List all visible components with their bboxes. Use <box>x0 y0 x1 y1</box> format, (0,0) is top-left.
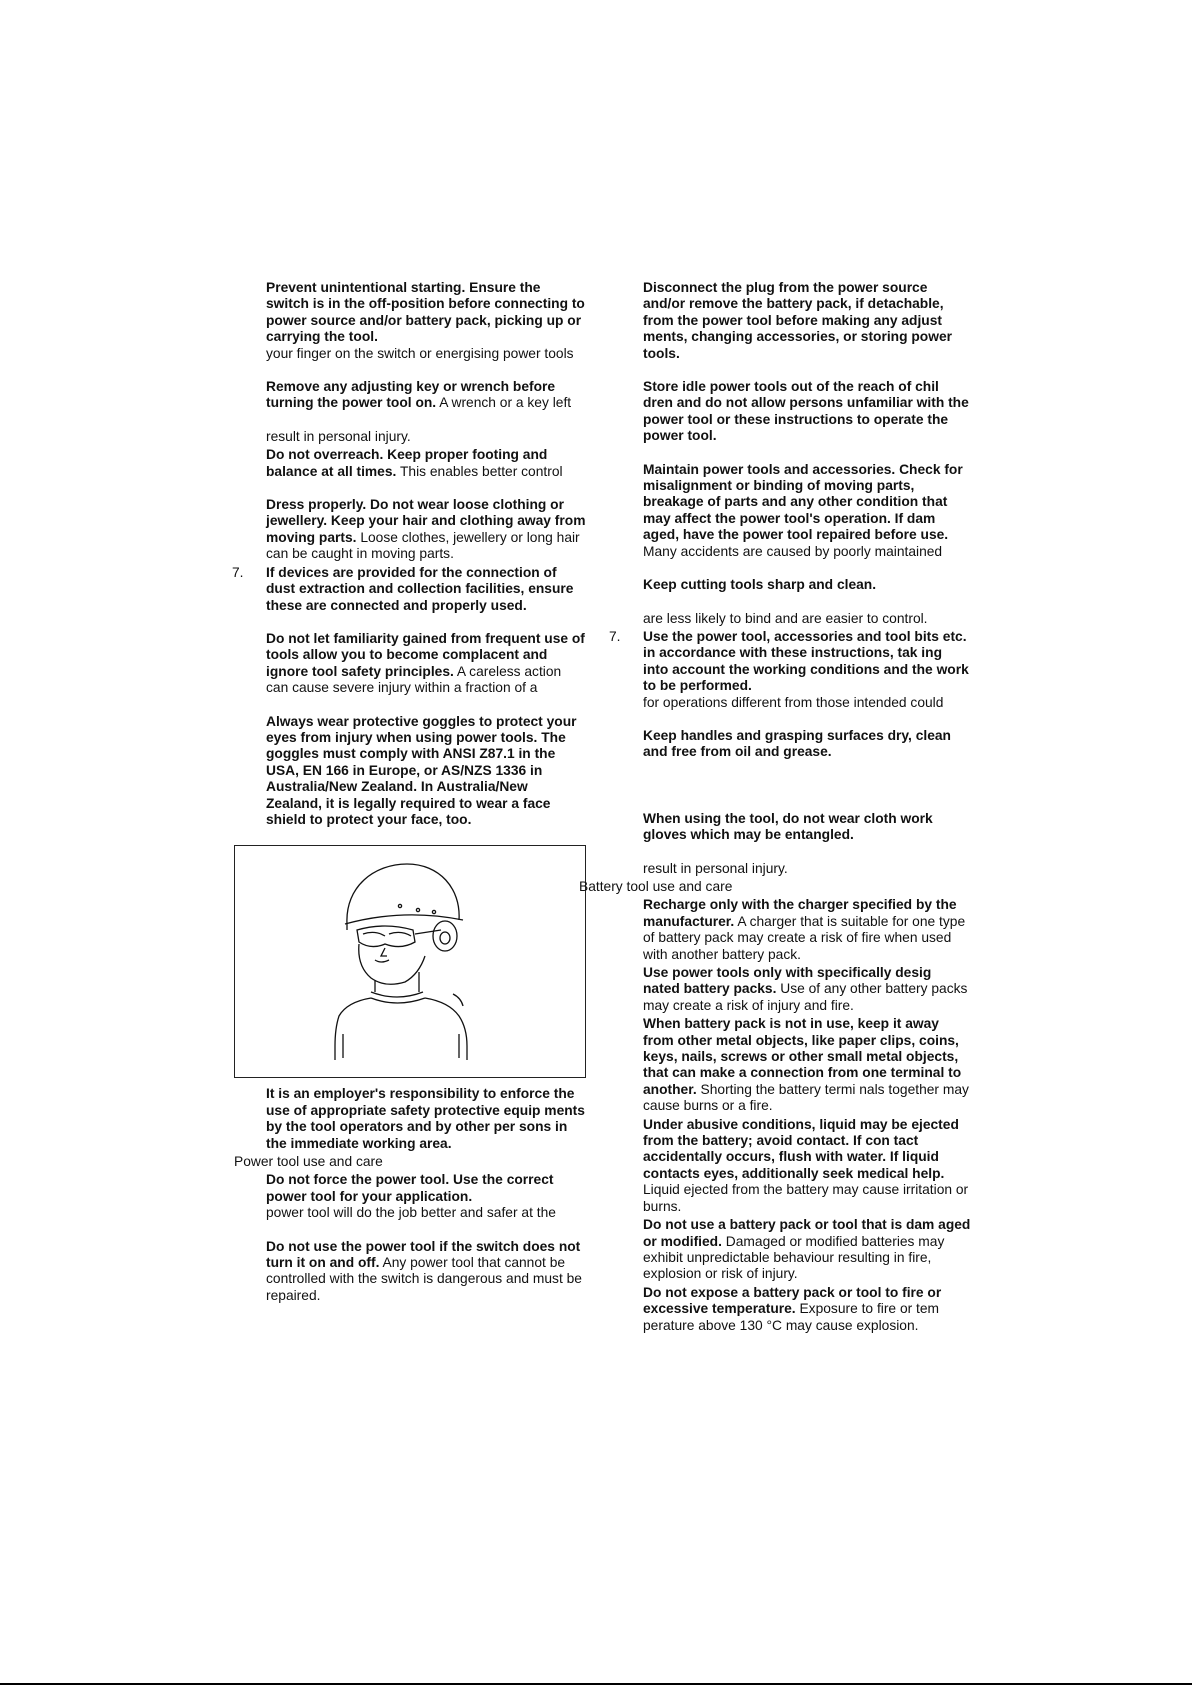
item-text: A charger that is suitable for one type of battery pack may create a risk of fire when used with another battery pack. <box>643 913 966 962</box>
worker-with-helmet-goggles-image <box>235 846 586 1077</box>
item-text: for operations different from those intended could <box>643 694 944 710</box>
safety-item <box>266 631 586 697</box>
item-bold-text: Do not use the power tool if the switch does not turn it on and off. <box>266 1238 581 1271</box>
safety-item <box>266 1239 586 1305</box>
item-text: Any power tool that cannot be controlled with the switch is dangerous and must be repaired. <box>266 1255 582 1303</box>
item-text: Many accidents are caused by poorly maintained <box>643 543 943 559</box>
section-heading-battery-tool-use: Battery tool use and care <box>579 878 733 894</box>
item-text: result in personal injury. <box>643 860 788 876</box>
safety-item <box>266 280 586 362</box>
safety-item <box>643 280 971 362</box>
item-bold-text: Store idle power tools out of the reach of chil dren and do not allow persons unfamiliar with the power tool or these instructions to operate the power tool. <box>643 379 969 444</box>
safety-item <box>643 462 971 560</box>
safety-equipment-illustration <box>234 845 586 1078</box>
item-text: Loose clothes, jewellery or long hair can be caught in moving parts. <box>266 529 580 562</box>
item-bold-text: When battery pack is not in use, keep it away from other metal objects, like paper clips, coins, keys, nails, screws or other small metal objects, that can make a connection from one terminal to another. <box>643 1016 962 1097</box>
item-bold-text: Do not let familiarity gained from frequent use of tools allow you to become complacent and ignore tool safety principles. <box>266 630 585 679</box>
item-text: Use of any other battery packs may create a risk of injury and fire. <box>643 981 968 1013</box>
item-bold-text: When using the tool, do not wear cloth work gloves which may be entangled. <box>643 810 933 843</box>
safety-item <box>266 497 586 563</box>
item-bold-text: Keep cutting tools sharp and clean. <box>643 577 877 593</box>
item-bold-text: Under abusive conditions, liquid may be ejected from the battery; avoid contact. If con tact accidentally occurs, flush with water. If liquid contacts eyes, additionally seek medical help. <box>643 1116 959 1181</box>
item-bold-text: Remove any adjusting key or wrench before turning the power tool on. <box>266 379 556 411</box>
item-bold-text: It is an employer's responsibility to enforce the use of appropriate safety protective equip ments by the tool operators and by other per sons in the immediate working area. <box>266 1086 585 1151</box>
item-text: your finger on the switch or energising power tools <box>266 345 574 361</box>
item-bold-text: Do not force the power tool. Use the correct power tool for your application. <box>266 1172 554 1204</box>
right-column <box>579 280 971 1336</box>
safety-item <box>643 1285 971 1334</box>
item-text: Liquid ejected from the battery may cause irritation or burns. <box>643 1182 969 1214</box>
safety-item <box>266 379 586 412</box>
item-bold-text: Recharge only with the charger specified by the manufacturer. <box>643 897 957 929</box>
item-text: power tool will do the job better and safer at the <box>266 1205 556 1221</box>
safety-item-continuation <box>266 429 586 445</box>
section-heading-power-tool-use: Power tool use and care <box>234 1154 383 1169</box>
safety-item <box>643 965 971 1014</box>
safety-item <box>643 577 971 593</box>
item-bold-text: If devices are provided for the connection of dust extraction and collection facilities, ensure these are connected and properly used. <box>266 564 574 613</box>
item-text: A wrench or a key left <box>439 395 572 411</box>
safety-item <box>643 1016 971 1114</box>
item-text: are less likely to bind and are easier to control. <box>643 610 928 626</box>
item-bold-text: Do not overreach. Keep proper footing and balance at all times. <box>266 447 548 479</box>
safety-item-continuation <box>643 611 971 627</box>
item-text: Shorting the battery termi nals together may cause burns or a fire. <box>643 1081 969 1114</box>
item-bold-text: Keep handles and grasping surfaces dry, clean and free from oil and grease. <box>643 727 951 760</box>
item-bold-text: Use power tools only with specifically desig nated battery packs. <box>643 965 932 997</box>
item-text: A careless action can cause severe injury within a fraction of a <box>266 663 562 696</box>
item-bold-text: Always wear protective goggles to protect your eyes from injury when using power tools. The goggles must comply with ANSI Z87.1 in the USA, EN 166 in Europe, or AS/NZS 1336 in Australia/New Zealand. In Australia/New Zealand, it is legally required to wear a face shield to protect your face, too. <box>266 713 577 827</box>
item-bold-text: Use the power tool, accessories and tool bits etc. in accordance with these instructions, tak ing into account the working conditions and the work to be performed. <box>643 628 969 694</box>
safety-item <box>266 714 586 829</box>
safety-item <box>232 564 586 614</box>
safety-item <box>643 811 971 844</box>
item-bold-text: Do not use a battery pack or tool that is dam aged or modified. <box>643 1217 971 1249</box>
safety-item <box>643 897 971 963</box>
item-bold-text: Do not expose a battery pack or tool to fire or excessive temperature. <box>643 1284 942 1317</box>
item-number: 7. <box>609 628 621 644</box>
item-text: Exposure to fire or tem perature above 130 °C may cause explosion. <box>643 1301 940 1333</box>
safety-item <box>609 628 971 711</box>
item-bold-text: Maintain power tools and accessories. Check for misalignment or binding of moving parts, breakage of parts and any other condition that may affect the power tool's operation. If dam aged, have the power tool repaired before use. <box>643 461 963 543</box>
item-number: 7. <box>232 564 244 580</box>
item-text: Damaged or modified batteries may exhibit unpredictable behaviour resulting in fire, explosion or risk of injury. <box>643 1233 945 1282</box>
left-column <box>234 280 586 1304</box>
item-bold-text: Disconnect the plug from the power source and/or remove the battery pack, if detachable, from the power tool before making any adjust ments, changing accessories, or storing power tools. <box>643 280 952 361</box>
safety-item <box>266 447 586 480</box>
safety-item <box>643 1117 971 1215</box>
safety-item-continuation <box>643 861 971 877</box>
safety-item <box>643 728 971 761</box>
item-text: result in personal injury. <box>266 428 411 444</box>
item-bold-text: Prevent unintentional starting. Ensure the switch is in the off-position before connecting to power source and/or battery pack, picking up or carrying the tool. <box>266 280 585 345</box>
safety-item <box>643 379 971 445</box>
safety-item <box>643 1217 971 1283</box>
safety-item <box>266 1172 586 1221</box>
safety-item <box>266 1086 586 1152</box>
item-bold-text: Dress properly. Do not wear loose clothing or jewellery. Keep your hair and clothing away from moving parts. <box>266 497 586 545</box>
item-text: This enables better control <box>399 463 563 479</box>
